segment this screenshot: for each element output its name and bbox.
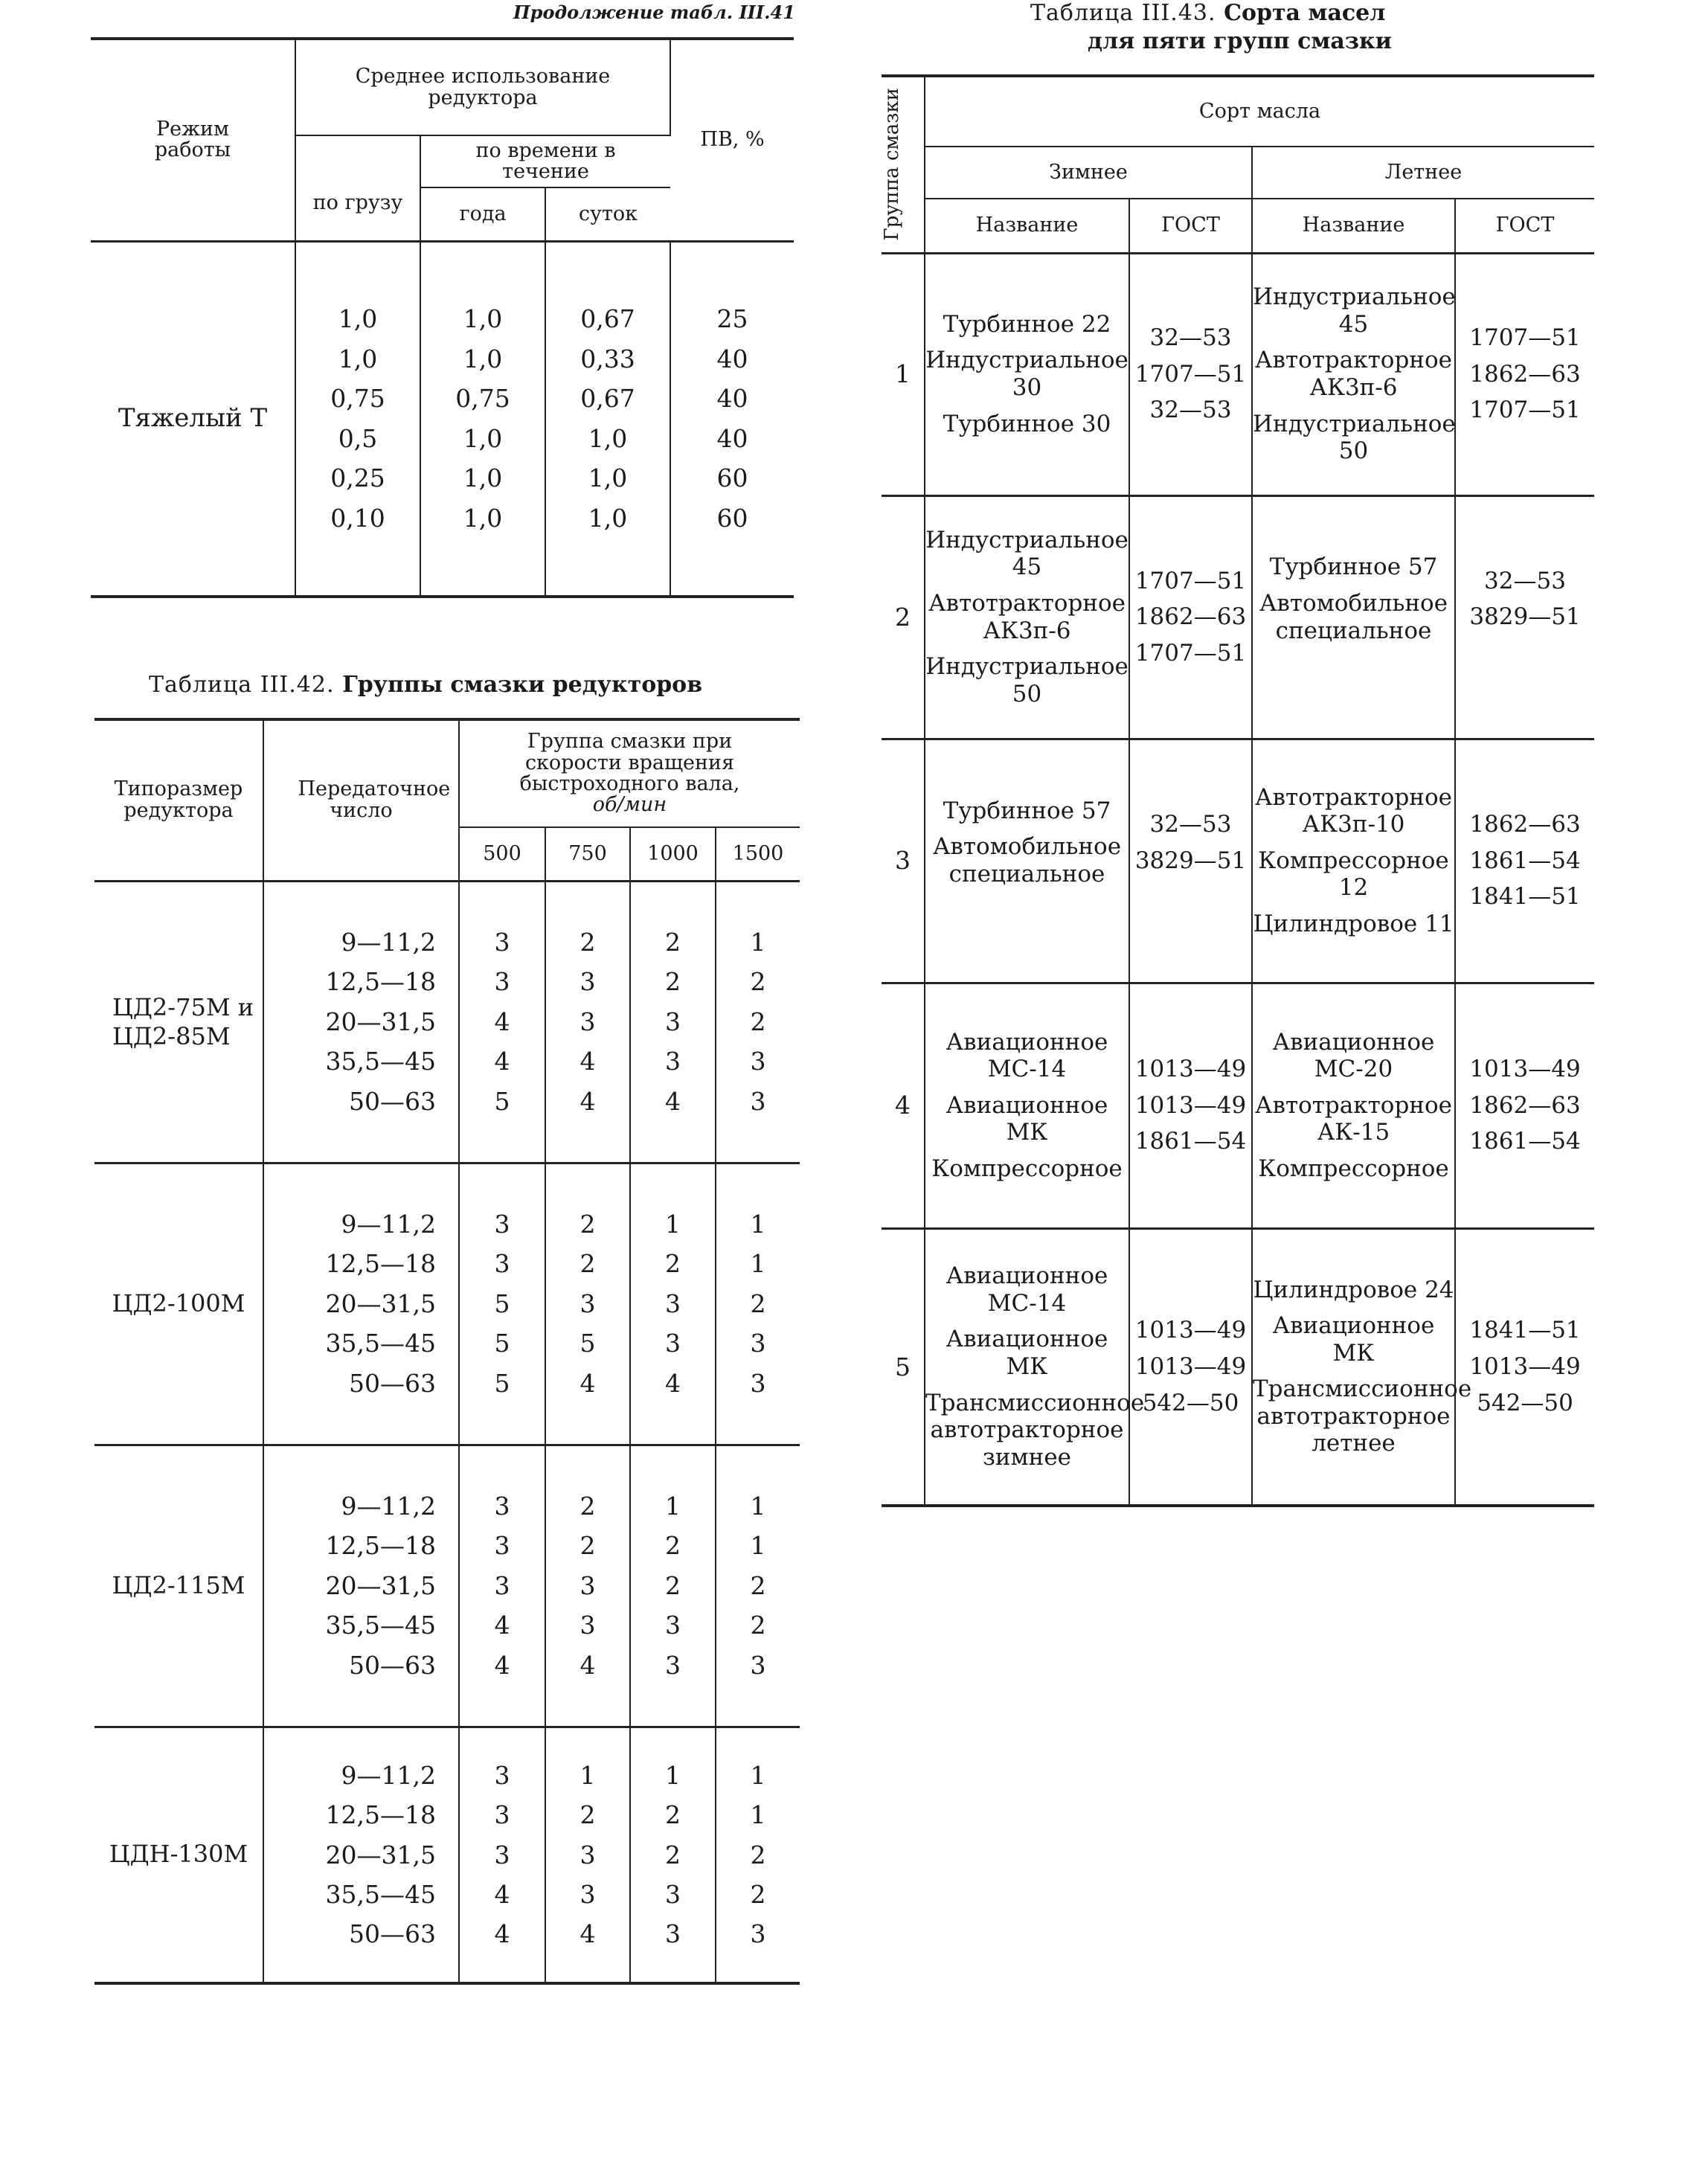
summer-gosts: 1707—51 1862—63 1707—51 [1469, 324, 1581, 424]
header-speed-500: 500 [459, 827, 545, 881]
col-500: 3 3 4 4 5 [459, 881, 545, 1163]
col-1000: 1 2 2 3 3 [630, 1445, 716, 1727]
winter-names: Турбинное 22 Индустриальное 30 Турбинное 30 [925, 253, 1129, 495]
header-summer-name: Название [1252, 199, 1455, 253]
header-grade: Сорт масла [925, 76, 1594, 147]
col-pv: 25 40 40 40 60 60 [716, 304, 748, 533]
header-year: года [420, 187, 545, 241]
header-lube-group: Группа смазки при скорости вращения быстроходного вала, об/мин [459, 719, 800, 827]
header-winter-name: Название [925, 199, 1129, 253]
mode-name: Тяжелый Т [91, 241, 295, 597]
winter-gosts: 32—53 3829—51 [1129, 739, 1252, 983]
summer-names: Цилиндровое 24 Авиационное МК Трансмиссионное автотракторное летнее [1252, 1228, 1455, 1506]
table-row [882, 495, 1594, 739]
col-750: 1 2 3 3 4 [545, 1727, 630, 1983]
winter-names: Турбинное 57 Автомобильное специальное [925, 739, 1129, 983]
table-row [94, 1727, 800, 1983]
winter-gosts: 1013—49 1013—49 542—50 [1129, 1228, 1252, 1506]
header-group: Группа смазки [882, 76, 925, 253]
summer-gosts: 1013—49 1862—63 1861—54 [1455, 983, 1594, 1228]
col-1000: 1 2 3 3 4 [630, 1163, 716, 1445]
header-type-size: Типоразмер редуктора [94, 719, 263, 881]
col-ratio: 9—11,2 12,5—18 20—31,5 35,5—45 50—63 [263, 1727, 459, 1983]
group-number: 2 [882, 495, 925, 739]
table-row [94, 881, 800, 1163]
col-year: 1,0 1,0 0,75 1,0 1,0 1,0 [420, 241, 545, 597]
header-winter-gost: ГОСТ [1129, 199, 1252, 253]
table-row [91, 241, 794, 597]
header-day: суток [578, 202, 638, 225]
header-by-load: по грузу [295, 135, 420, 241]
header-avg-use: Среднее использование редуктора [295, 39, 670, 135]
col-750: 2 2 3 5 4 [545, 1163, 630, 1445]
table-row [882, 739, 1594, 983]
reducer-type: ЦДН-130М [94, 1727, 263, 1983]
group-number: 4 [882, 983, 925, 1228]
summer-names: Турбинное 57 Автомобильное специальное [1252, 495, 1455, 739]
table-row [94, 1163, 800, 1445]
header-speed-1000: 1000 [630, 827, 716, 881]
header-summer-gost: ГОСТ [1495, 214, 1555, 237]
winter-names: Авиационное МС-14 Авиационное МК Компрессорное [925, 983, 1129, 1228]
table-iii-43-caption-line2: для пяти групп смазки [1088, 28, 1392, 54]
winter-gosts: 1707—51 1862—63 1707—51 [1129, 495, 1252, 739]
summer-names: Автотракторное АК3п-10 Компрессорное 12 Цилиндровое 11 [1252, 739, 1455, 983]
table-iii-42-caption: Таблица III.42. Группы смазки редукторов [149, 672, 703, 698]
table-row [882, 1228, 1594, 1506]
table-row [94, 1445, 800, 1727]
col-750: 2 3 3 4 4 [545, 881, 630, 1163]
header-winter: Зимнее [925, 147, 1252, 199]
col-500: 3 3 3 4 4 [459, 1445, 545, 1727]
table-iii-43 [882, 74, 1594, 1507]
winter-gosts: 32—53 1707—51 32—53 [1129, 253, 1252, 495]
col-by-load: 1,0 1,0 0,75 0,5 0,25 0,10 [295, 241, 420, 597]
summer-names: Авиационное МС-20 Автотракторное АК-15 Компрессорное [1252, 983, 1455, 1228]
header-ratio: Передаточное число [263, 719, 459, 881]
header-mode: Режим работы [91, 39, 295, 241]
group-number: 5 [882, 1228, 925, 1506]
winter-gosts: 1013—49 1013—49 1861—54 [1129, 983, 1252, 1228]
winter-names: Авиационное МС-14 Авиационное МК Трансмиссионное автотракторное зимнее [925, 1228, 1129, 1506]
col-1500: 1 1 2 2 3 [716, 1727, 800, 1983]
reducer-type: ЦД2-75М и ЦД2-85М [94, 881, 263, 1163]
col-500: 3 3 5 5 5 [459, 1163, 545, 1445]
table-row [882, 983, 1594, 1228]
summer-gosts: 1841—51 1013—49 542—50 [1455, 1228, 1594, 1506]
summer-gosts: 32—53 3829—51 [1455, 495, 1594, 739]
summer-gosts: 1862—63 1861—54 1841—51 [1455, 739, 1594, 983]
header-pv: ПВ, % [700, 128, 765, 152]
header-speed-750: 750 [545, 827, 630, 881]
table-continuation-label: Продолжение табл. III.41 [513, 1, 795, 23]
table-iii-41 [91, 37, 794, 598]
table-row [882, 253, 1594, 495]
col-1000: 1 2 2 3 3 [630, 1727, 716, 1983]
reducer-type: ЦД2-115М [94, 1445, 263, 1727]
col-ratio: 9—11,2 12,5—18 20—31,5 35,5—45 50—63 [263, 881, 459, 1163]
reducer-type: ЦД2-100М [94, 1163, 263, 1445]
col-1500: 1 1 2 3 3 [716, 1163, 800, 1445]
winter-names: Индустриальное 45 Автотракторное АК3п-6 Индустриальное 50 [925, 495, 1129, 739]
col-1500: 1 2 2 3 3 [750, 927, 766, 1116]
header-summer: Летнее [1252, 147, 1594, 199]
summer-names: Индустриальное 45 Автотракторное АК3п-6 Индустриальное 50 [1252, 253, 1455, 495]
group-number: 3 [882, 739, 925, 983]
col-ratio: 9—11,2 12,5—18 20—31,5 35,5—45 50—63 [263, 1445, 459, 1727]
group-number: 1 [882, 253, 925, 495]
table-iii-43-caption: Таблица III.43. Сорта масел [1030, 0, 1386, 26]
col-1000: 2 2 3 3 4 [630, 881, 716, 1163]
table-iii-42 [94, 718, 800, 1985]
col-1500: 1 1 2 2 3 [716, 1445, 800, 1727]
header-by-time: по времени в течение [420, 135, 670, 187]
header-speed-1500: 1500 [732, 841, 784, 865]
col-ratio: 9—11,2 12,5—18 20—31,5 35,5—45 50—63 [263, 1163, 459, 1445]
col-day: 0,67 0,33 0,67 1,0 1,0 1,0 [545, 241, 670, 597]
col-750: 2 2 3 3 4 [545, 1445, 630, 1727]
col-500: 3 3 3 4 4 [459, 1727, 545, 1983]
